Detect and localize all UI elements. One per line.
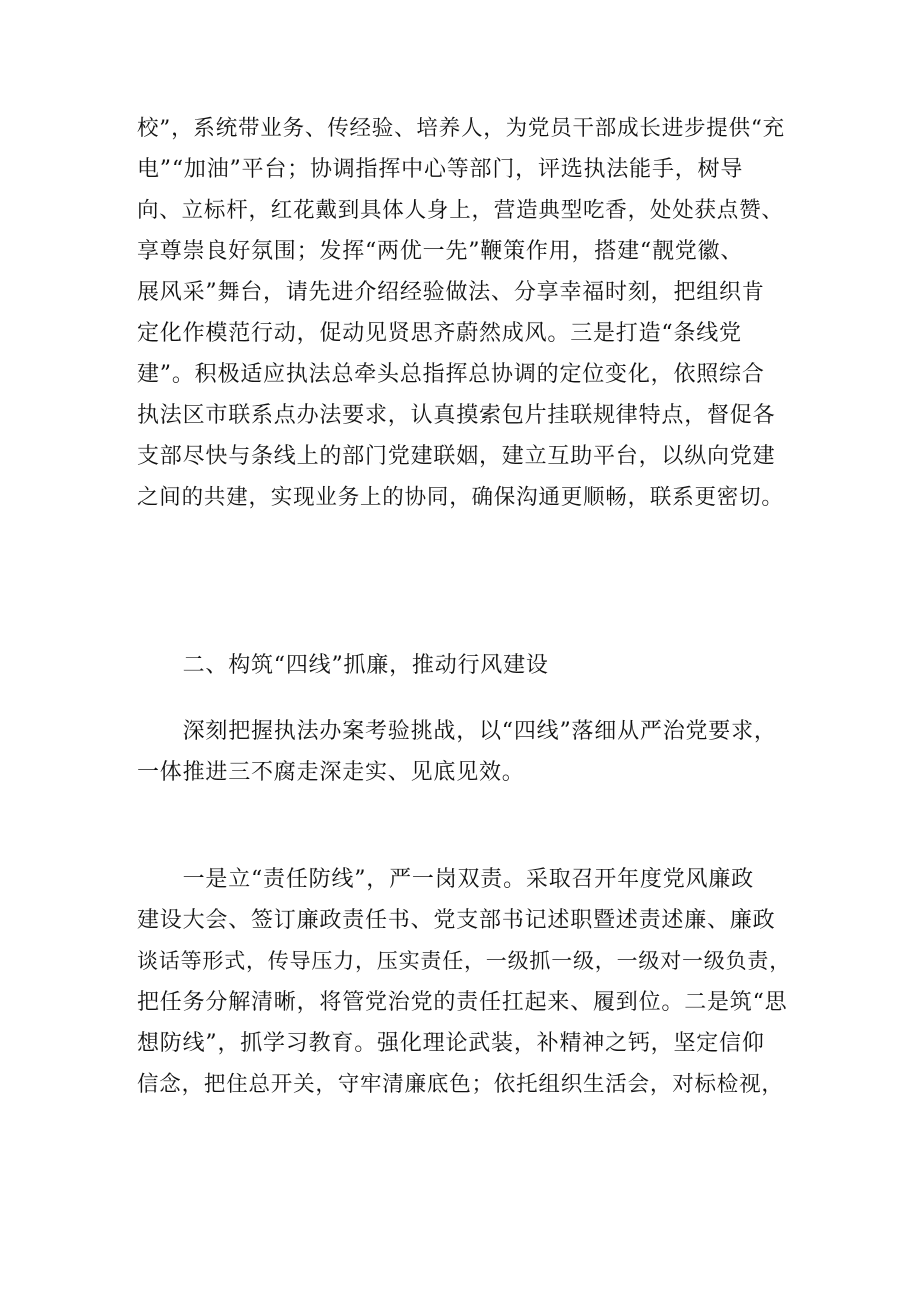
body-paragraph (137, 859, 797, 1105)
text-line: 建”。积极适应执法总牵头总指挥总协调的定位变化，依照综合 (137, 362, 765, 387)
text-line: 深刻把握执法办案考验挑战，以“四线”落细从严治党要求， (137, 719, 777, 744)
text-line: 信念，把住总开关，守牢清廉底色；依托组织生活会，对标检视， (137, 1072, 784, 1097)
text-line: 向、立标杆，红花戴到具体人身上，营造典型吃香，处处获点赞、 (137, 198, 784, 223)
text-line: 支部尽快与条线上的部门党建联姻，建立互助平台，以纵向党建 (137, 444, 776, 469)
text-line: 展风采”舞台，请先进介绍经验做法、分享幸福时刻，把组织肯 (137, 280, 765, 305)
section-heading (137, 645, 797, 686)
body-paragraph (137, 711, 797, 793)
text-line: 电”“加油”平台；协调指挥中心等部门，评选执法能手，树导 (137, 157, 744, 182)
heading-text: 二、构筑“四线”抓廉，推动行风建设 (137, 653, 549, 678)
text-line: 想防线”，抓学习教育。强化理论武装，补精神之钙，坚定信仰 (137, 1031, 765, 1056)
text-line: 之间的共建，实现业务上的协同，确保沟通更顺畅，联系更密切。 (137, 485, 784, 510)
text-line: 谈话等形式，传导压力，压实责任，一级抓一级，一级对一级负责， (137, 949, 791, 973)
text-line: 建设大会、签订廉政责任书、党支部书记述职暨述责述廉、廉政 (137, 908, 776, 933)
text-line: 一是立“责任防线”，严一岗双责。采取召开年度党风廉政 (137, 867, 754, 892)
text-line: 一体推进三不腐走深走实、见底见效。 (137, 760, 525, 785)
text-line: 把任务分解清晰，将管党治党的责任扛起来、履到位。二是筑“思 (137, 990, 788, 1015)
text-line: 校”，系统带业务、传经验、培养人，为党员干部成长进步提供“充 (137, 116, 785, 141)
text-line: 执法区市联系点办法要求，认真摸索包片挂联规律特点，督促各 (137, 403, 776, 428)
text-line: 定化作模范行动，促动见贤思齐蔚然成风。三是打造“条线党 (137, 321, 742, 346)
text-line: 享尊崇良好氛围；发挥“两优一先”鞭策作用，搭建“靓党徽、 (137, 239, 744, 264)
body-paragraph (137, 108, 797, 518)
